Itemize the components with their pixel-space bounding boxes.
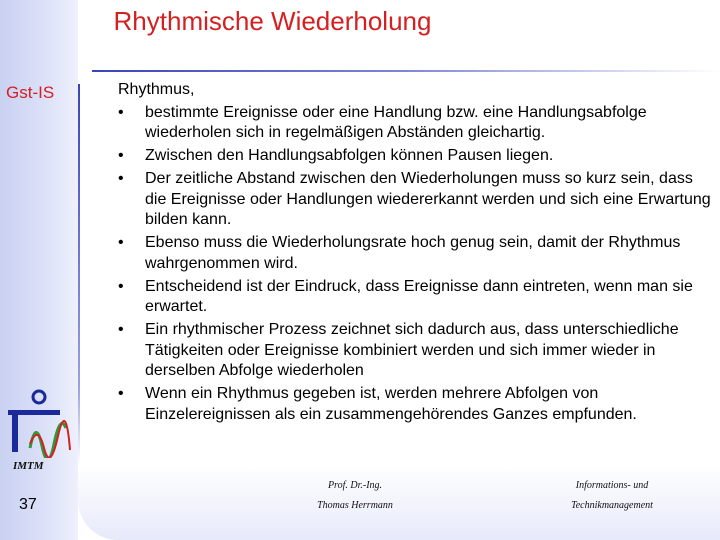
slide-title: Rhythmische Wiederholung: [113, 6, 432, 36]
bullet-icon: •: [118, 385, 124, 402]
bullet-text: Entscheidend ist der Eindruck, dass Ereignisse dann eintreten, wenn man sie erwartet.: [145, 277, 693, 315]
bullet-icon: •: [118, 147, 124, 164]
footer-department-line1: Informations- und: [575, 480, 649, 491]
list-item: [118, 103, 714, 144]
list-item: [118, 277, 714, 318]
bullet-list: [118, 103, 714, 426]
footer-author-title: Prof. Dr.-Ing.: [327, 480, 383, 491]
content-heading: Rhythmus,: [118, 81, 195, 98]
footer-department: [552, 476, 672, 516]
footer-department-line2: Technikmanagement: [571, 500, 653, 511]
page-number: 37: [19, 496, 37, 513]
header-divider: [92, 70, 720, 72]
bullet-text: Zwischen den Handlungsabfolgen können Pausen liegen.: [145, 147, 554, 164]
bullet-text: Der zeitliche Abstand zwischen den Wiederholungen muss so kurz sein, dass die Ereignisse oder Handlungen wiedererkannt werden und sich eine Erwartung bilden kann.: [145, 170, 711, 228]
bullet-text: bestimmte Ereignisse oder eine Handlung bzw. eine Handlungsabfolge wiederholen sich in regelmäßigen Abständen gleichartig.: [145, 103, 647, 141]
left-divider: [78, 84, 80, 464]
footer-author: [300, 476, 410, 516]
list-item: [118, 384, 714, 425]
footer-author-name: Thomas Herrmann: [317, 500, 393, 511]
bullet-text: Wenn ein Rhythmus gegeben ist, werden mehrere Abfolgen von Einzelereignissen als ein zusammengehörendes Ganzes empfunden.: [145, 385, 637, 423]
list-item: [118, 169, 714, 231]
bullet-icon: •: [118, 170, 124, 187]
bullet-icon: •: [118, 103, 124, 121]
bullet-icon: •: [118, 321, 124, 338]
bullet-text: Ebenso muss die Wiederholungsrate hoch genug sein, damit der Rhythmus wahrgenommen wird.: [145, 234, 681, 272]
sidebar-label: Gst-IS: [6, 83, 55, 102]
imtm-logo-icon: [0, 388, 78, 458]
bullet-text: Ein rhythmischer Prozess zeichnet sich dadurch aus, dass unterschiedliche Tätigkeiten oder Ereignisse kombiniert werden und sich immer wieder in derselben Abfolge wiederholen: [145, 321, 679, 379]
list-item: [118, 146, 714, 167]
logo-caption: IMTM: [13, 460, 44, 472]
bullet-icon: •: [118, 277, 124, 295]
sidebar-panel: [0, 0, 78, 540]
slide-content: [118, 80, 714, 428]
list-item: [118, 233, 714, 274]
list-item: [118, 320, 714, 382]
bullet-icon: •: [118, 234, 124, 251]
